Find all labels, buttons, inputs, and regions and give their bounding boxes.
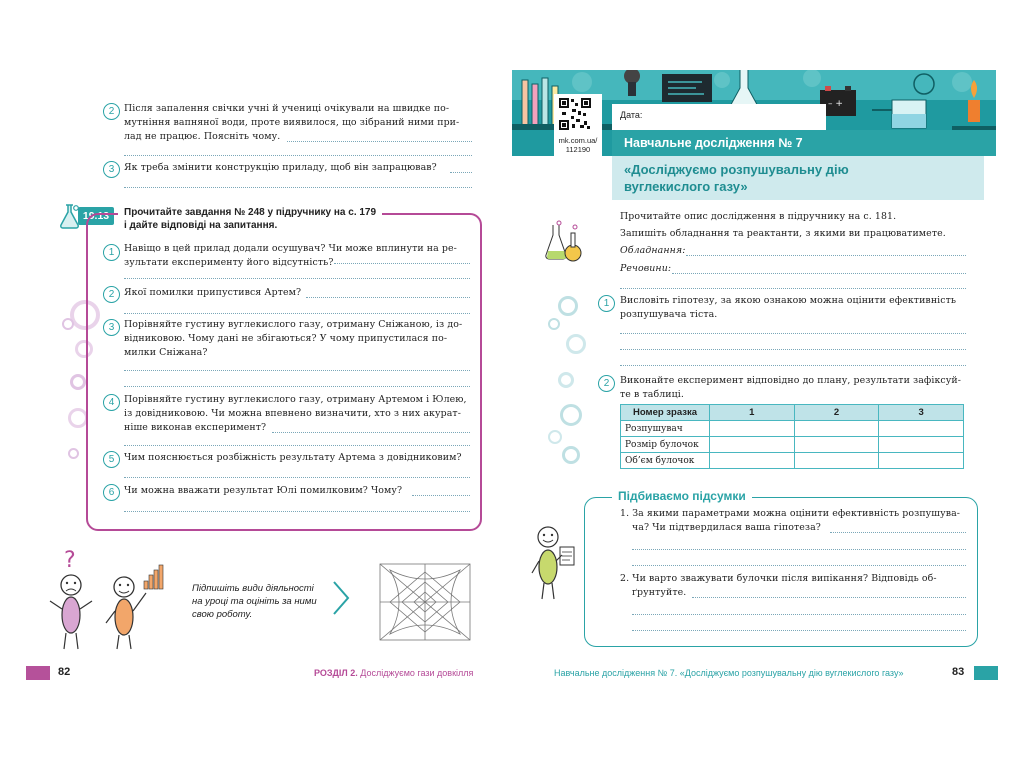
answer-line[interactable] [450,172,472,173]
student-with-notes-illustration [526,525,580,603]
question-text: Після запалення свічки учні й учениці очікували на швидке по- мутніння вапняної води, проте виявилося, що зібраний ними при- лад не працює. Поясніть чому. [124,103,460,142]
task-title: Прочитайте завдання № 248 у підручнику на с. 179 і дайте відповіді на запитання. [118,206,382,232]
date-strip [612,104,826,130]
answer-line[interactable] [306,297,470,298]
decor-bubble [558,296,578,316]
item-number: 4 [103,394,120,411]
summary-question: 1. За якими параметрами можна оцінити ефективність розпушува- ча? Чи підтвердилася ваша гіпотеза? [620,508,961,533]
equipment-label: Обладнання: [620,245,686,256]
row-label: Розпушувач [621,421,710,437]
decor-bubble [566,334,586,354]
svg-text:– +: – + [828,99,843,109]
table-row [621,453,964,469]
row-label: Розмір булочок [621,437,710,453]
answer-line[interactable] [632,565,966,566]
question-text: Як треба змінити конструкцію приладу, щоб він запрацював? [124,162,437,173]
table-row [621,421,964,437]
answer-line[interactable] [632,549,966,550]
item-number: 6 [103,484,120,501]
chemistry-set-icon [545,219,585,263]
table-cell[interactable] [710,453,795,469]
answer-line[interactable] [620,349,966,350]
date-label: Дата: [620,110,643,120]
chart-icon [144,565,163,589]
table-header: 3 [879,405,964,421]
question-number: 2 [103,103,120,120]
row-label: Об’єм булочок [621,453,710,469]
decor-bubble [560,404,582,426]
decor-bubble [562,446,580,464]
item-number: 1 [103,244,120,261]
item-number: 5 [103,451,120,468]
answer-line[interactable] [272,432,470,433]
table-row [621,437,964,453]
answer-line[interactable] [632,630,966,631]
table-header-row [621,405,964,421]
decor-bubble [558,372,574,388]
substances-field[interactable] [672,273,966,274]
reflection-web-diagram[interactable] [376,560,474,644]
qr-caption: mk.com.ua/ 112190 [558,136,598,154]
answer-line[interactable] [124,370,470,371]
item-number: 2 [103,286,120,303]
page-number: 82 [58,666,71,678]
table-header: Номер зразка [621,405,710,421]
summary-title: Підбиваємо підсумки [612,489,752,503]
decor-bubble [68,448,79,459]
footer-title: Навчальне дослідження № 7. «Досліджуємо розпушувальну дію вуглекислого газу» [554,668,904,678]
question-mark-icon: ? [64,548,76,573]
step-text: Виконайте експеримент відповідно до плану, результати зафіксуй- те в таблиці. [620,375,961,400]
item-text: Порівняйте густину вуглекислого газу, отриману Артемом і Юлею, із довідниковою. Чи можна впевнено визначити, хто з них акурат- ніше виконав експеримент? [124,394,467,433]
decor-bubble [548,318,560,330]
answer-line[interactable] [620,333,966,334]
answer-line[interactable] [632,614,966,615]
answer-line[interactable] [124,278,470,279]
step-number: 2 [598,375,615,392]
answer-line[interactable] [692,597,966,598]
item-text: Навіщо в цей прилад додали осушувач? Чи може вплинути на ре- зультати експерименту його відсутність? [124,243,457,268]
table-header: 1 [710,405,795,421]
decor-bubble [548,430,562,444]
footer-section-number: РОЗДІЛ 2. [314,668,358,678]
table-cell[interactable] [794,437,879,453]
table-cell[interactable] [879,421,964,437]
step-text: Висловіть гіпотезу, за якою ознакою можна оцінити ефективність розпушувача тіста. [620,295,957,320]
item-text: Порівняйте густину вуглекислого газу, отриману Сніжаною, із до- відниковою. Чому дані не збігаються? У чому припустилася по- милки Сніжана? [124,319,463,358]
footer-color-bar [26,666,50,680]
student-figures-illustration [44,545,174,655]
answer-line[interactable] [124,313,470,314]
answer-line[interactable] [124,187,472,188]
item-text: Чим пояснюється розбіжність результату Артема з довідниковим? [124,452,462,463]
answer-line[interactable] [620,365,966,366]
item-text: Якої помилки припустився Артем? [124,287,302,298]
question-number: 3 [103,161,120,178]
answer-line[interactable] [334,263,470,264]
qr-code-icon[interactable] [558,97,592,131]
item-number: 3 [103,319,120,336]
table-cell[interactable] [710,437,795,453]
answer-line[interactable] [830,532,966,533]
answer-line[interactable] [124,445,470,446]
summary-question: 2. Чи варто зважувати булочки після випікання? Відповідь об- ґрунтуйте. [620,573,937,598]
decor-bubble [62,318,74,330]
table-cell[interactable] [794,421,879,437]
page-number: 83 [952,666,965,678]
footer-section [314,668,473,678]
table-cell[interactable] [794,453,879,469]
intro-text: Прочитайте опис дослідження в підручнику на с. 181. [620,211,897,222]
answer-line[interactable] [124,155,472,156]
decor-bubble [70,374,86,390]
table-header: 2 [794,405,879,421]
table-cell[interactable] [710,421,795,437]
item-text: Чи можна вважати результат Юлі помилковим? Чому? [124,485,403,496]
arrow-right-icon [330,580,352,616]
answer-line[interactable] [124,511,470,512]
footer-color-bar [974,666,998,680]
study-title: Навчальне дослідження № 7 [612,130,996,156]
answer-line[interactable] [124,386,470,387]
equipment-field[interactable] [686,255,966,256]
results-table [620,404,964,469]
table-cell[interactable] [879,437,964,453]
answer-line[interactable] [620,288,966,289]
intro-text: Запишіть обладнання та реактанти, з якими ви працюватимете. [620,228,946,239]
step-number: 1 [598,295,615,312]
footer-section-title: Досліджуємо гази довкілля [360,668,474,678]
substances-label: Речовини: [620,263,672,274]
answer-line[interactable] [124,477,470,478]
table-cell[interactable] [879,453,964,469]
decor-bubble [68,408,88,428]
answer-line[interactable] [287,141,472,142]
reflection-instruction: Підпишіть види діяльності на уроці та оцініть за ними свою роботу. [192,583,317,620]
task-badge: 19.13 [78,207,114,225]
answer-line[interactable] [412,495,470,496]
study-subtitle: «Досліджуємо розпушувальну дію вуглекислого газу» [612,156,984,200]
